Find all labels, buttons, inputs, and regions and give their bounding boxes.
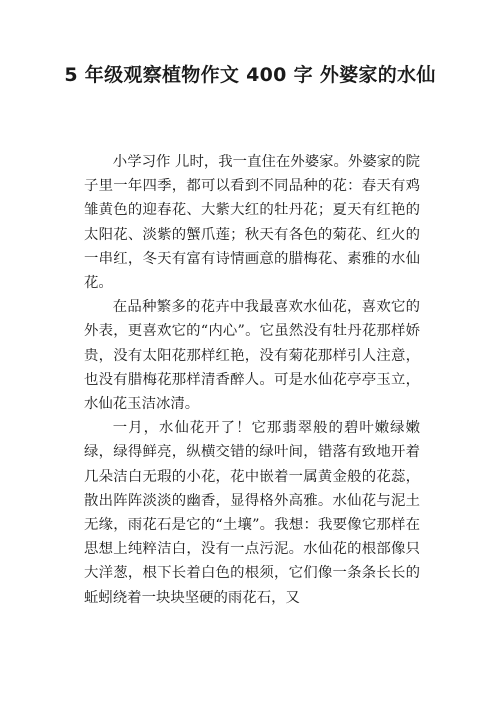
document-title: 5 年级观察植物作文 400 字 外婆家的水仙 (64, 64, 436, 86)
paragraph-2: 在品种繁多的花卉中我最喜欢水仙花，喜欢它的外表，更喜欢它的“内心”。它虽然没有牡丹花那样娇贵，没有太阳花那样红艳，没有菊花那样引人注意，也没有腊梅花那样清香醉人。可是水仙花亭亭玉立，水仙花玉洁冰清。 (84, 299, 420, 413)
paragraph-3: 一月，水仙花开了！它那翡翠般的碧叶嫩绿嫩绿，绿得鲜亮，纵横交错的绿叶间，错落有致地开着几朵洁白无瑕的小花，花中嵌着一属黄金般的花蕊，散出阵阵淡淡的幽香，显得格外高雅。水仙花与泥土无缘，雨花石是它的“土壤”。我想：我要像它那样在思想上纯粹洁白，没有一点污泥。水仙花的根部像只大洋葱，根下长着白色的根须，它们像一条条长长的蚯蚓绕着一块块坚硬的雨花石，又 (84, 420, 420, 606)
paragraph-1: 小学习作 儿时，我一直住在外婆家。外婆家的院子里一年四季，都可以看到不同品种的花：春天有鸡雏黄色的迎春花、大紫大红的牡丹花；夏天有红艳的太阳花、淡紫的蟹爪莲；秋天有各色的菊花、红火的一串红，冬天有富有诗情画意的腊梅花、素雅的水仙花。 (84, 154, 420, 292)
document-body (84, 150, 420, 610)
